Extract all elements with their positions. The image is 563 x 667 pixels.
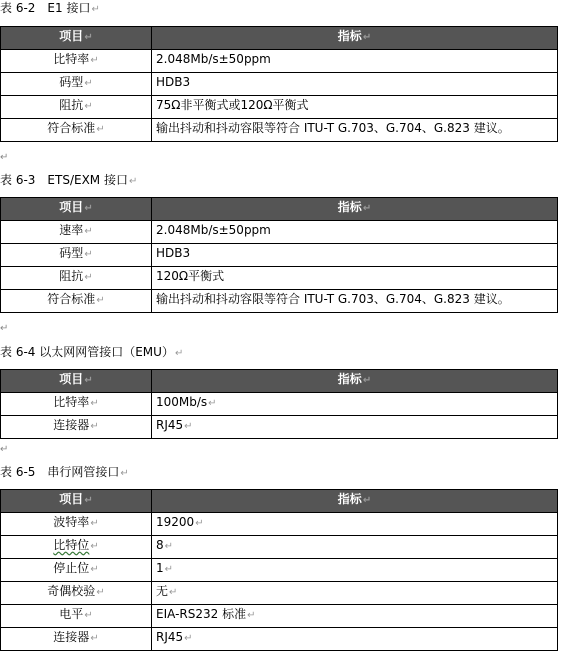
item-cell: 符合标准↵ (1, 290, 152, 313)
header-cell: 项目↵ (1, 370, 152, 393)
empty-paragraph: ↵ (0, 152, 9, 163)
item-cell: 波特率↵ (1, 513, 152, 536)
value-cell: 2.048Mb/s±50ppm (152, 50, 558, 73)
table-caption: 表 6-5 串行网管接口↵ (0, 465, 129, 479)
spec-table-ethernet-nms (0, 369, 558, 439)
table-header-row (1, 370, 558, 393)
table-row (1, 96, 558, 119)
value-cell: 120Ω平衡式 (152, 267, 558, 290)
value-cell: 75Ω非平衡式或120Ω平衡式 (152, 96, 558, 119)
item-cell: 电平↵ (1, 605, 152, 628)
table-row (1, 119, 558, 142)
table-caption: 表 6-3 ETS/EXM 接口↵ (0, 173, 138, 187)
item-cell: 码型↵ (1, 244, 152, 267)
header-cell: 项目↵ (1, 490, 152, 513)
spec-table-serial-nms (0, 489, 558, 651)
header-cell: 项目↵ (1, 198, 152, 221)
value-cell: 无↵ (152, 582, 558, 605)
value-cell: 8↵ (152, 536, 558, 559)
item-cell: 连接器↵ (1, 628, 152, 651)
table-row (1, 393, 558, 416)
table-caption: 表 6-2 E1 接口↵ (0, 1, 100, 15)
header-cell: 指标↵ (152, 370, 558, 393)
table-row (1, 267, 558, 290)
item-cell: 奇偶校验↵ (1, 582, 152, 605)
header-cell: 指标↵ (152, 490, 558, 513)
value-cell: 100Mb/s↵ (152, 393, 558, 416)
spec-table-ets-exm (0, 197, 558, 313)
value-cell: EIA-RS232 标准↵ (152, 605, 558, 628)
table-row (1, 221, 558, 244)
empty-paragraph: ↵ (0, 444, 9, 455)
value-cell: RJ45↵ (152, 416, 558, 439)
spec-table-e1 (0, 26, 558, 142)
item-cell: 码型↵ (1, 73, 152, 96)
table-row (1, 628, 558, 651)
table-header-row (1, 27, 558, 50)
table-row (1, 244, 558, 267)
item-cell: 比特位↵ (1, 536, 152, 559)
table-row (1, 582, 558, 605)
value-cell: 19200↵ (152, 513, 558, 536)
empty-paragraph: ↵ (0, 323, 9, 334)
item-cell: 停止位↵ (1, 559, 152, 582)
item-cell: 比特率↵ (1, 50, 152, 73)
value-cell: 2.048Mb/s±50ppm (152, 221, 558, 244)
value-cell: 输出抖动和抖动容限等符合 ITU-T G.703、G.704、G.823 建议。 (152, 290, 558, 313)
value-cell: HDB3 (152, 244, 558, 267)
value-cell: HDB3 (152, 73, 558, 96)
table-row (1, 536, 558, 559)
value-cell: RJ45↵ (152, 628, 558, 651)
table-row (1, 290, 558, 313)
table-header-row (1, 198, 558, 221)
value-cell: 输出抖动和抖动容限等符合 ITU-T G.703、G.704、G.823 建议。 (152, 119, 558, 142)
table-row (1, 559, 558, 582)
header-cell: 指标↵ (152, 27, 558, 50)
item-cell: 连接器↵ (1, 416, 152, 439)
item-cell: 比特率↵ (1, 393, 152, 416)
table-row (1, 513, 558, 536)
item-cell: 速率↵ (1, 221, 152, 244)
table-header-row (1, 490, 558, 513)
header-cell: 项目↵ (1, 27, 152, 50)
item-cell: 阻抗↵ (1, 96, 152, 119)
table-row (1, 73, 558, 96)
value-cell: 1↵ (152, 559, 558, 582)
table-row (1, 605, 558, 628)
table-caption: 表 6-4 以太网网管接口（EMU）↵ (0, 345, 184, 359)
table-row (1, 416, 558, 439)
header-cell: 指标↵ (152, 198, 558, 221)
table-row (1, 50, 558, 73)
item-cell: 符合标准↵ (1, 119, 152, 142)
item-cell: 阻抗↵ (1, 267, 152, 290)
